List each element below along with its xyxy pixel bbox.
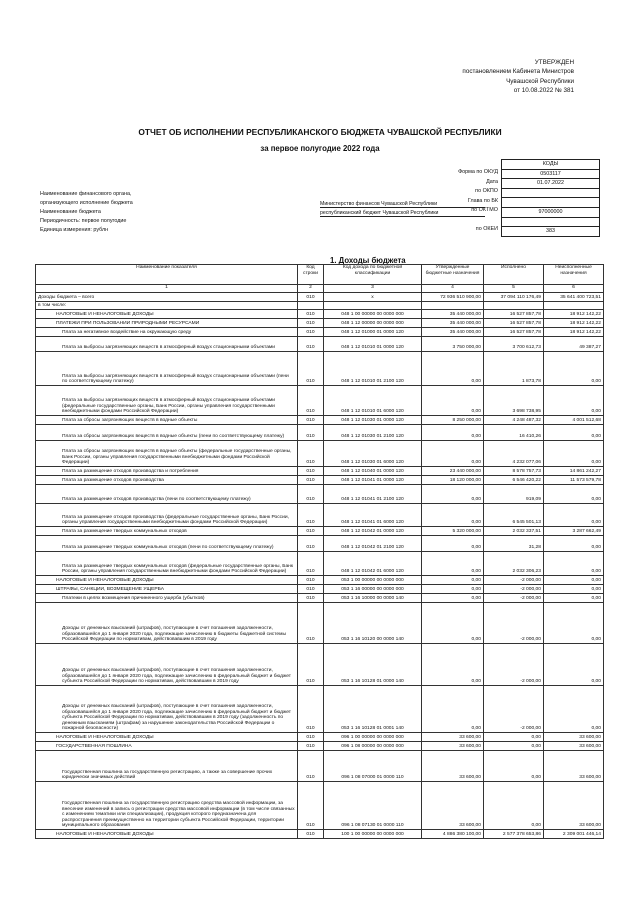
col-header-plan: Утвержденные бюджетные назначения: [422, 265, 484, 285]
table-row: [36, 644, 604, 686]
codes-value: 01.07.2022: [502, 179, 600, 189]
row-name: Плата за негативное воздействие на окружающую среду: [36, 328, 298, 337]
row-kbk: 048 1 12 01041 01 2100 120: [324, 485, 422, 504]
codes-value: 97000000: [502, 207, 600, 217]
table-row: [36, 328, 604, 337]
row-code: 010: [298, 686, 324, 733]
row-plan: 0,00: [422, 585, 484, 594]
row-plan: 0,00: [422, 386, 484, 416]
row-code: 010: [298, 328, 324, 337]
row-plan: 0,00: [422, 552, 484, 576]
codes-box: [501, 159, 600, 237]
col-number: 4: [422, 285, 484, 293]
codes-value: 0503117: [502, 169, 600, 179]
row-name: Плата за размещение твердых коммунальных отходов (федеральные государственные органы, Банк России, органы управления государственными внебюджетными фондами Российской Федерации): [36, 552, 298, 576]
revenue-table: [35, 264, 604, 839]
row-name: Доходы от денежных взысканий (штрафов), поступающие в счет погашения задолженности, образовавшейся до 1 января 2020 года, подлежащие зачислению в федеральный бюджет и бюджет субъекта Российской Федерации по нормативам, действовавшим в 2019 году (задолженность по денежным взысканиям (штрафам) за нарушение законодательства Российской Федерации о пожарной безопасности): [36, 686, 298, 733]
row-plan: 72 936 510 900,00: [422, 293, 484, 302]
codes-label: Форма по ОКУД: [458, 169, 498, 176]
row-name: Доходы от денежных взысканий (штрафов), поступающие в счет погашения задолженности, образовавшейся до 1 января 2020 года, подлежащие зачислению в бюджеты бюджетной системы Российской Федерации по нормативам, действовавшим в 2019 году: [36, 603, 298, 644]
row-done: 919,09: [484, 485, 544, 504]
table-row: [36, 686, 604, 733]
row-done: 31,28: [484, 536, 544, 552]
row-code: 010: [298, 585, 324, 594]
row-plan: 3 750 000,00: [422, 337, 484, 352]
header-labels: [40, 190, 133, 235]
table-row: [36, 742, 604, 751]
row-done: -2 000,00: [484, 686, 544, 733]
budget-value: республиканский бюджет Чувашской Республики: [320, 210, 485, 217]
row-name: Государственная пошлина за государственную регистрацию, а также за совершение прочих юридически значимых действий: [36, 751, 298, 782]
row-name: Плата за размещение отходов производства (пени по соответствующему платежу): [36, 485, 298, 504]
row-done: 37 094 110 176,49: [484, 293, 544, 302]
table-row: [36, 504, 604, 527]
row-plan: 5 320 000,00: [422, 527, 484, 536]
table-row: [36, 337, 604, 352]
row-code: 010: [298, 441, 324, 467]
row-kbk: [324, 302, 422, 310]
row-plan: 0,00: [422, 576, 484, 585]
row-kbk: 048 1 12 01030 01 0000 120: [324, 416, 422, 425]
row-name: Доходы от денежных взысканий (штрафов), поступающие в счет погашения задолженности, образовавшейся до 1 января 2020 года, подлежащие зачислению в федеральный бюджет и бюджет субъекта Российской Федерации по нормативам, действовавшим в 2019 году: [36, 644, 298, 686]
row-done: -2 000,00: [484, 585, 544, 594]
row-name: ПЛАТЕЖИ ПРИ ПОЛЬЗОВАНИИ ПРИРОДНЫМИ РЕСУРСАМИ: [36, 319, 298, 328]
report-title: ОТЧЕТ ОБ ИСПОЛНЕНИИ РЕСПУБЛИКАНСКОГО БЮДЖЕТА ЧУВАШСКОЙ РЕСПУБЛИКИ: [138, 127, 502, 137]
row-code: 010: [298, 293, 324, 302]
row-kbk: 048 1 12 01010 01 6000 120: [324, 386, 422, 416]
row-rest: 18 912 142,22: [544, 328, 604, 337]
row-plan: 0,00: [422, 425, 484, 441]
row-kbk: 048 1 12 01041 01 6000 120: [324, 504, 422, 527]
col-header-done: Исполнено: [484, 265, 544, 285]
row-plan: 35 440 000,00: [422, 310, 484, 319]
row-name: Плата за выбросы загрязняющих веществ в атмосферный воздух стационарными объектами (пени по соответствующему платежу): [36, 352, 298, 386]
row-code: 010: [298, 386, 324, 416]
row-name: Плата за размещение отходов производства и потребления: [36, 467, 298, 476]
row-plan: 33 600,00: [422, 782, 484, 830]
row-kbk: 096 1 08 07130 01 0000 110: [324, 782, 422, 830]
table-row: [36, 441, 604, 467]
row-kbk: 053 1 16 00000 00 0000 000: [324, 585, 422, 594]
row-done: -2 000,00: [484, 603, 544, 644]
row-rest: 0,00: [544, 386, 604, 416]
row-done: 4 248 487,32: [484, 416, 544, 425]
row-code: 010: [298, 476, 324, 485]
row-kbk: x: [324, 293, 422, 302]
report-period: за первое полугодие 2022 года: [260, 144, 380, 153]
row-done: 2 577 378 653,86: [484, 830, 544, 839]
row-code: 010: [298, 603, 324, 644]
row-rest: 0,00: [544, 576, 604, 585]
row-kbk: 048 1 12 01010 01 2100 120: [324, 352, 422, 386]
row-plan: 0,00: [422, 686, 484, 733]
row-name: Плата за размещение отходов производства: [36, 476, 298, 485]
row-plan: 23 440 000,00: [422, 467, 484, 476]
row-code: 010: [298, 576, 324, 585]
row-rest: 0,00: [544, 425, 604, 441]
row-rest: 0,00: [544, 441, 604, 467]
row-rest: 0,00: [544, 594, 604, 603]
table-row: [36, 476, 604, 485]
row-done: -2 000,00: [484, 594, 544, 603]
col-header-code: Код строки: [298, 265, 324, 285]
row-rest: 0,00: [544, 686, 604, 733]
row-done: 2 032 337,51: [484, 527, 544, 536]
row-name: Плата за размещение твердых коммунальных отходов: [36, 527, 298, 536]
row-kbk: 096 1 08 07000 01 0000 110: [324, 751, 422, 782]
table-row: [36, 467, 604, 476]
row-kbk: 048 1 12 01042 01 6000 120: [324, 552, 422, 576]
row-code: 010: [298, 504, 324, 527]
row-plan: 33 600,00: [422, 751, 484, 782]
table-row: [36, 416, 604, 425]
row-plan: 8 250 000,00: [422, 416, 484, 425]
row-rest: 33 600,00: [544, 751, 604, 782]
table-row: [36, 576, 604, 585]
table-row: [36, 603, 604, 644]
row-kbk: 048 1 12 01000 01 0000 120: [324, 328, 422, 337]
row-name: Плата за сбросы загрязняющих веществ в водные объекты (федеральные государственные органы, Банк России, органы управления государственными внебюджетными фондами Российской Федерации): [36, 441, 298, 467]
row-kbk: 096 1 00 00000 00 0000 000: [324, 733, 422, 742]
table-row: [36, 594, 604, 603]
row-code: 010: [298, 425, 324, 441]
row-rest: 33 600,00: [544, 742, 604, 751]
row-code: 010: [298, 352, 324, 386]
row-kbk: 100 1 00 00000 00 0000 000: [324, 830, 422, 839]
codes-label: Глава по БК: [467, 197, 498, 204]
row-code: 010: [298, 830, 324, 839]
finorgan-value: Министерство финансов Чувашской Республики: [320, 201, 485, 208]
section-title: 1. Доходы бюджета: [330, 256, 406, 265]
approval-line: УТВЕРЖДЕН: [534, 59, 574, 66]
row-kbk: 048 1 00 00000 00 0000 000: [324, 310, 422, 319]
row-rest: 0,00: [544, 485, 604, 504]
row-rest: 33 600,00: [544, 733, 604, 742]
row-code: 010: [298, 310, 324, 319]
header-label: Наименование бюджета: [40, 209, 101, 215]
row-rest: 0,00: [544, 504, 604, 527]
codes-labels: [430, 159, 498, 234]
row-code: 010: [298, 536, 324, 552]
row-rest: 11 573 579,78: [544, 476, 604, 485]
table-row: [36, 310, 604, 319]
row-kbk: 048 1 12 01030 01 2100 120: [324, 425, 422, 441]
col-number: 5: [484, 285, 544, 293]
header-label: Наименование финансового органа,: [40, 191, 132, 197]
col-header-kbk: Код дохода по бюджетной классификации: [324, 265, 422, 285]
table-row: [36, 733, 604, 742]
row-plan: 4 886 380 100,00: [422, 830, 484, 839]
table-row: [36, 585, 604, 594]
codes-label-spacer: [430, 159, 498, 168]
row-rest: 2 309 001 446,14: [544, 830, 604, 839]
row-rest: 49 387,27: [544, 337, 604, 352]
row-name: ШТРАФЫ, САНКЦИИ, ВОЗМЕЩЕНИЕ УЩЕРБА: [36, 585, 298, 594]
table-row: [36, 425, 604, 441]
table-row: [36, 782, 604, 830]
row-code: 010: [298, 742, 324, 751]
row-rest: 35 641 400 723,51: [544, 293, 604, 302]
row-code: 010: [298, 644, 324, 686]
row-rest: 0,00: [544, 585, 604, 594]
row-code: 010: [298, 552, 324, 576]
row-kbk: 048 1 12 01042 01 2100 120: [324, 536, 422, 552]
table-row: [36, 302, 604, 310]
row-name: ГОСУДАРСТВЕННАЯ ПОШЛИНА: [36, 742, 298, 751]
row-kbk: 048 1 12 00000 00 0000 000: [324, 319, 422, 328]
row-name: НАЛОГОВЫЕ И НЕНАЛОГОВЫЕ ДОХОДЫ: [36, 310, 298, 319]
approval-stamp: [374, 58, 574, 95]
row-name: Государственная пошлина за государственную регистрацию средства массовой информации, за внесение изменений в запись о регистрации средства массовой информации (в том числе связанных с изменением тематики или специализации), продукция которого предназначена для распространения преимущественно на территории субъекта Российской Федерации, территории муниципального образования: [36, 782, 298, 830]
row-plan: 0,00: [422, 485, 484, 504]
codes-value: [502, 217, 600, 227]
table-row: [36, 751, 604, 782]
row-name: Плата за выбросы загрязняющих веществ в атмосферный воздух стационарными объектами (федеральные государственные органы, Банк России, органы управления государственными внебюджетными фондами Российской Федерации): [36, 386, 298, 416]
table-row: [36, 319, 604, 328]
row-done: 0,00: [484, 751, 544, 782]
row-kbk: 053 1 16 10128 01 0001 140: [324, 686, 422, 733]
row-done: 2 032 306,23: [484, 552, 544, 576]
row-done: 16 410,26: [484, 425, 544, 441]
col-number: 2: [298, 285, 324, 293]
row-rest: 18 912 142,22: [544, 319, 604, 328]
row-rest: 33 600,00: [544, 782, 604, 830]
codes-label: по ОКТМО: [471, 206, 498, 213]
row-code: 010: [298, 319, 324, 328]
approval-line: от 10.08.2022 № 381: [513, 86, 574, 94]
header-label: организующего исполнение бюджета: [40, 200, 133, 206]
codes-label: Дата: [486, 178, 498, 185]
codes-label: по ОКПО: [475, 188, 498, 195]
row-kbk: 053 1 16 10128 01 0000 140: [324, 644, 422, 686]
row-done: 0,00: [484, 733, 544, 742]
row-rest: [544, 302, 604, 310]
row-kbk: 096 1 08 00000 00 0000 000: [324, 742, 422, 751]
row-done: 0,00: [484, 742, 544, 751]
row-plan: 0,00: [422, 352, 484, 386]
row-rest: 0,00: [544, 536, 604, 552]
row-kbk: 048 1 12 01030 01 6000 120: [324, 441, 422, 467]
row-name: НАЛОГОВЫЕ И НЕНАЛОГОВЫЕ ДОХОДЫ: [36, 733, 298, 742]
row-name: в том числе:: [36, 302, 298, 310]
row-plan: 0,00: [422, 536, 484, 552]
row-code: 010: [298, 337, 324, 352]
row-rest: 14 861 242,27: [544, 467, 604, 476]
codes-value: [502, 198, 600, 208]
row-done: -2 000,00: [484, 644, 544, 686]
row-code: [298, 302, 324, 310]
row-plan: 33 600,00: [422, 742, 484, 751]
row-done: -2 000,00: [484, 576, 544, 585]
table-row: [36, 386, 604, 416]
row-rest: 4 001 512,68: [544, 416, 604, 425]
col-number: 1: [36, 285, 298, 293]
row-rest: 18 912 142,22: [544, 310, 604, 319]
row-kbk: 053 1 16 10000 00 0000 140: [324, 594, 422, 603]
header-label: Периодичность: первое полугодие: [40, 218, 127, 224]
row-name: Плата за выбросы загрязняющих веществ в атмосферный воздух стационарными объектами: [36, 337, 298, 352]
row-code: 010: [298, 594, 324, 603]
row-plan: 0,00: [422, 594, 484, 603]
row-done: 4 232 077,06: [484, 441, 544, 467]
row-plan: 0,00: [422, 603, 484, 644]
row-rest: 3 287 662,49: [544, 527, 604, 536]
row-plan: 0,00: [422, 441, 484, 467]
row-rest: 0,00: [544, 352, 604, 386]
col-header-rest: Неисполненные назначения: [544, 265, 604, 285]
row-plan: 35 440 000,00: [422, 319, 484, 328]
row-name: НАЛОГОВЫЕ И НЕНАЛОГОВЫЕ ДОХОДЫ: [36, 576, 298, 585]
row-name: Доходы бюджета – всего: [36, 293, 298, 302]
row-kbk: 053 1 00 00000 00 0000 000: [324, 576, 422, 585]
row-name: Плата за размещение отходов производства (федеральные государственные органы, Банк России, органы управления государственными внебюджетными фондами Российской Федерации): [36, 504, 298, 527]
table-row: [36, 552, 604, 576]
row-plan: 18 120 000,00: [422, 476, 484, 485]
row-name: Плата за размещение твердых коммунальных отходов (пени по соответствующему платежу): [36, 536, 298, 552]
row-plan: 0,00: [422, 644, 484, 686]
row-done: 3 700 612,73: [484, 337, 544, 352]
row-name: Платежи в целях возмещения причиненного ущерба (убытков): [36, 594, 298, 603]
row-kbk: 048 1 12 01041 01 0000 120: [324, 476, 422, 485]
row-rest: 0,00: [544, 552, 604, 576]
row-done: [484, 302, 544, 310]
approval-line: постановлением Кабинета Министров: [462, 68, 574, 76]
codes-label: по ОКЕИ: [475, 225, 498, 232]
codes-header: КОДЫ: [502, 160, 600, 170]
row-done: 6 545 501,13: [484, 504, 544, 527]
row-done: 1 873,78: [484, 352, 544, 386]
row-rest: 0,00: [544, 644, 604, 686]
row-kbk: 048 1 12 01040 01 0000 120: [324, 467, 422, 476]
row-code: 010: [298, 416, 324, 425]
row-plan: 35 440 000,00: [422, 328, 484, 337]
row-plan: 0,00: [422, 504, 484, 527]
col-number: 3: [324, 285, 422, 293]
row-done: 8 578 757,73: [484, 467, 544, 476]
row-code: 010: [298, 467, 324, 476]
table-row: [36, 536, 604, 552]
table-row: [36, 485, 604, 504]
row-plan: [422, 302, 484, 310]
row-done: 3 698 738,95: [484, 386, 544, 416]
table-row: [36, 352, 604, 386]
row-name: НАЛОГОВЫЕ И НЕНАЛОГОВЫЕ ДОХОДЫ: [36, 830, 298, 839]
row-code: 010: [298, 733, 324, 742]
row-done: 0,00: [484, 782, 544, 830]
row-rest: 0,00: [544, 603, 604, 644]
codes-value: [502, 188, 600, 198]
row-kbk: 053 1 16 10120 00 0000 140: [324, 603, 422, 644]
row-code: 010: [298, 751, 324, 782]
row-code: 010: [298, 782, 324, 830]
row-kbk: 048 1 12 01010 01 0000 120: [324, 337, 422, 352]
table-row: [36, 830, 604, 839]
row-code: 010: [298, 485, 324, 504]
header-label: Единица измерения: рублн: [40, 227, 109, 233]
col-number: 6: [544, 285, 604, 293]
row-done: 16 527 857,78: [484, 328, 544, 337]
table-row: [36, 527, 604, 536]
col-header-name: Наименование показателя: [36, 265, 298, 285]
table-row: [36, 293, 604, 302]
row-name: Плата за сбросы загрязняющих веществ в водные объекты (пени по соответствующему платежу): [36, 425, 298, 441]
row-plan: 33 600,00: [422, 733, 484, 742]
row-done: 16 527 857,78: [484, 310, 544, 319]
row-done: 16 527 857,78: [484, 319, 544, 328]
approval-line: Чувашской Республики: [506, 77, 574, 85]
row-done: 6 546 420,22: [484, 476, 544, 485]
row-kbk: 048 1 12 01042 01 0000 120: [324, 527, 422, 536]
row-code: 010: [298, 527, 324, 536]
row-name: Плата за сбросы загрязняющих веществ в водные объекты: [36, 416, 298, 425]
codes-value: 383: [502, 227, 600, 237]
